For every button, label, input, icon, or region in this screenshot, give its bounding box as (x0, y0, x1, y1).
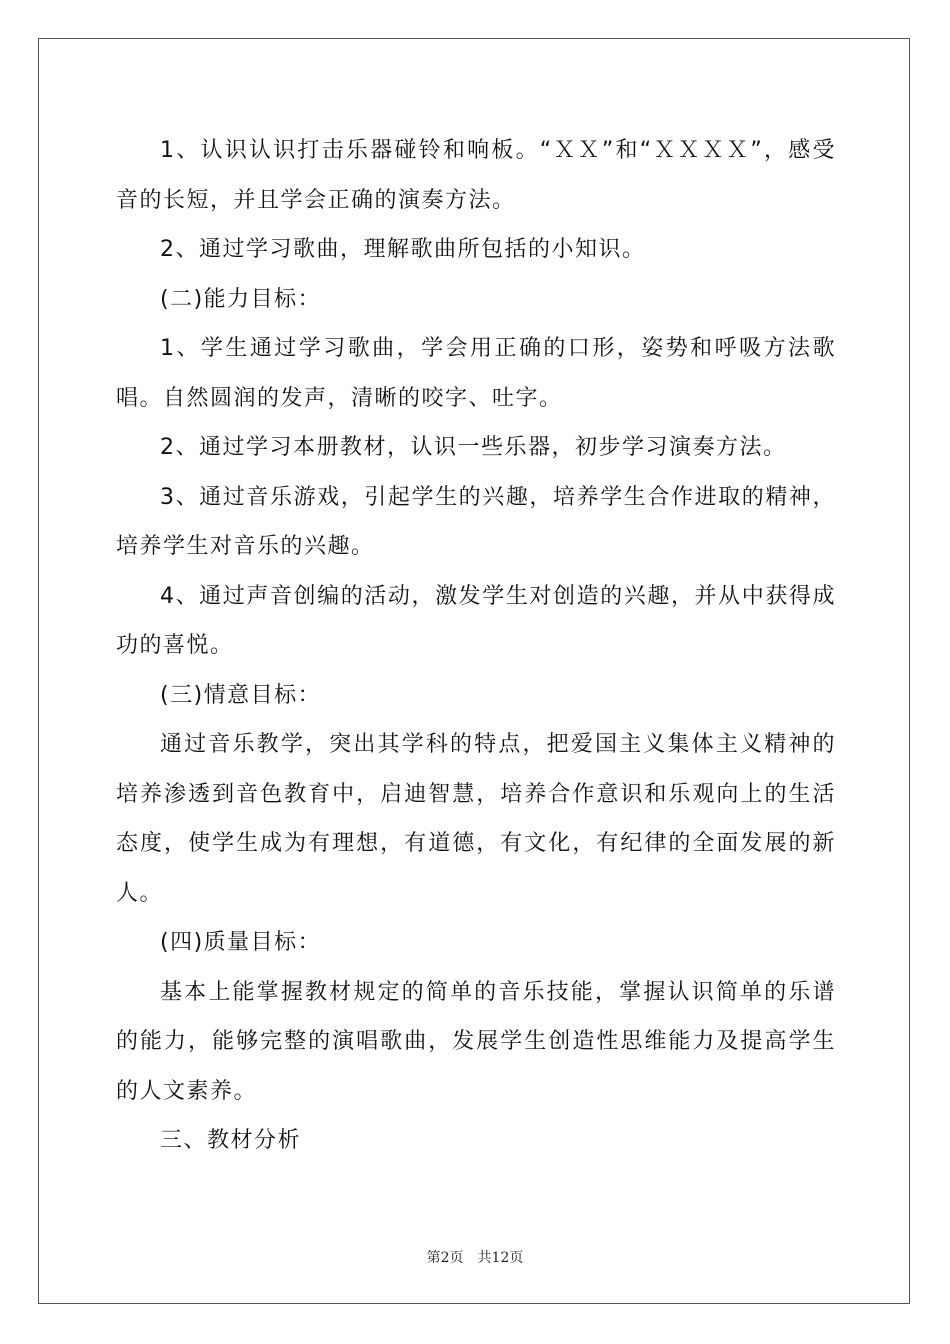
section-heading: (二)能力目标： (160, 286, 322, 312)
paragraph: 2、通过学习本册教材，认识一些乐器，初步学习演奏方法。 (160, 435, 787, 460)
paragraph: 4、通过声音创编的活动，激发学生对创造的兴趣，并从中获得成功的喜悦。 (116, 583, 836, 658)
paragraph: 2、通过学习歌曲，理解歌曲所包括的小知识。 (160, 237, 646, 262)
paragraph: 1、认识认识打击乐器碰铃和响板。“ＸＸ”和“ＸＸＸＸ”，感受音的长短，并且学会正确的演奏方法。 (116, 138, 836, 213)
section-heading: (三)情意目标： (160, 682, 322, 708)
section-heading: (四)质量目标： (160, 930, 322, 955)
page-total: 共12页 (477, 1250, 524, 1266)
paragraph: 3、通过音乐游戏，引起学生的兴趣，培养学生合作进取的精神，培养学生对音乐的兴趣。 (116, 484, 836, 559)
paragraph: 1、学生通过学习歌曲，学会用正确的口形，姿势和呼吸方法歌唱。自然圆润的发声，清晰的咬字、吐字。 (116, 336, 836, 411)
document-body (116, 126, 836, 1166)
page-footer (0, 1247, 950, 1267)
page-number: 第2页 (426, 1250, 464, 1266)
paragraph: 通过音乐教学，突出其学科的特点，把爱国主义集体主义精神的培养渗透到音色教育中，启迪智慧，培养合作意识和乐观向上的生活态度，使学生成为有理想，有道德，有文化，有纪律的全面发展的新人。 (116, 732, 836, 906)
section-heading: 三、教材分析 (160, 1128, 302, 1153)
paragraph: 基本上能掌握教材规定的简单的音乐技能，掌握认识简单的乐谱的能力，能够完整的演唱歌曲，发展学生创造性思维能力及提高学生的人文素养。 (116, 979, 836, 1104)
